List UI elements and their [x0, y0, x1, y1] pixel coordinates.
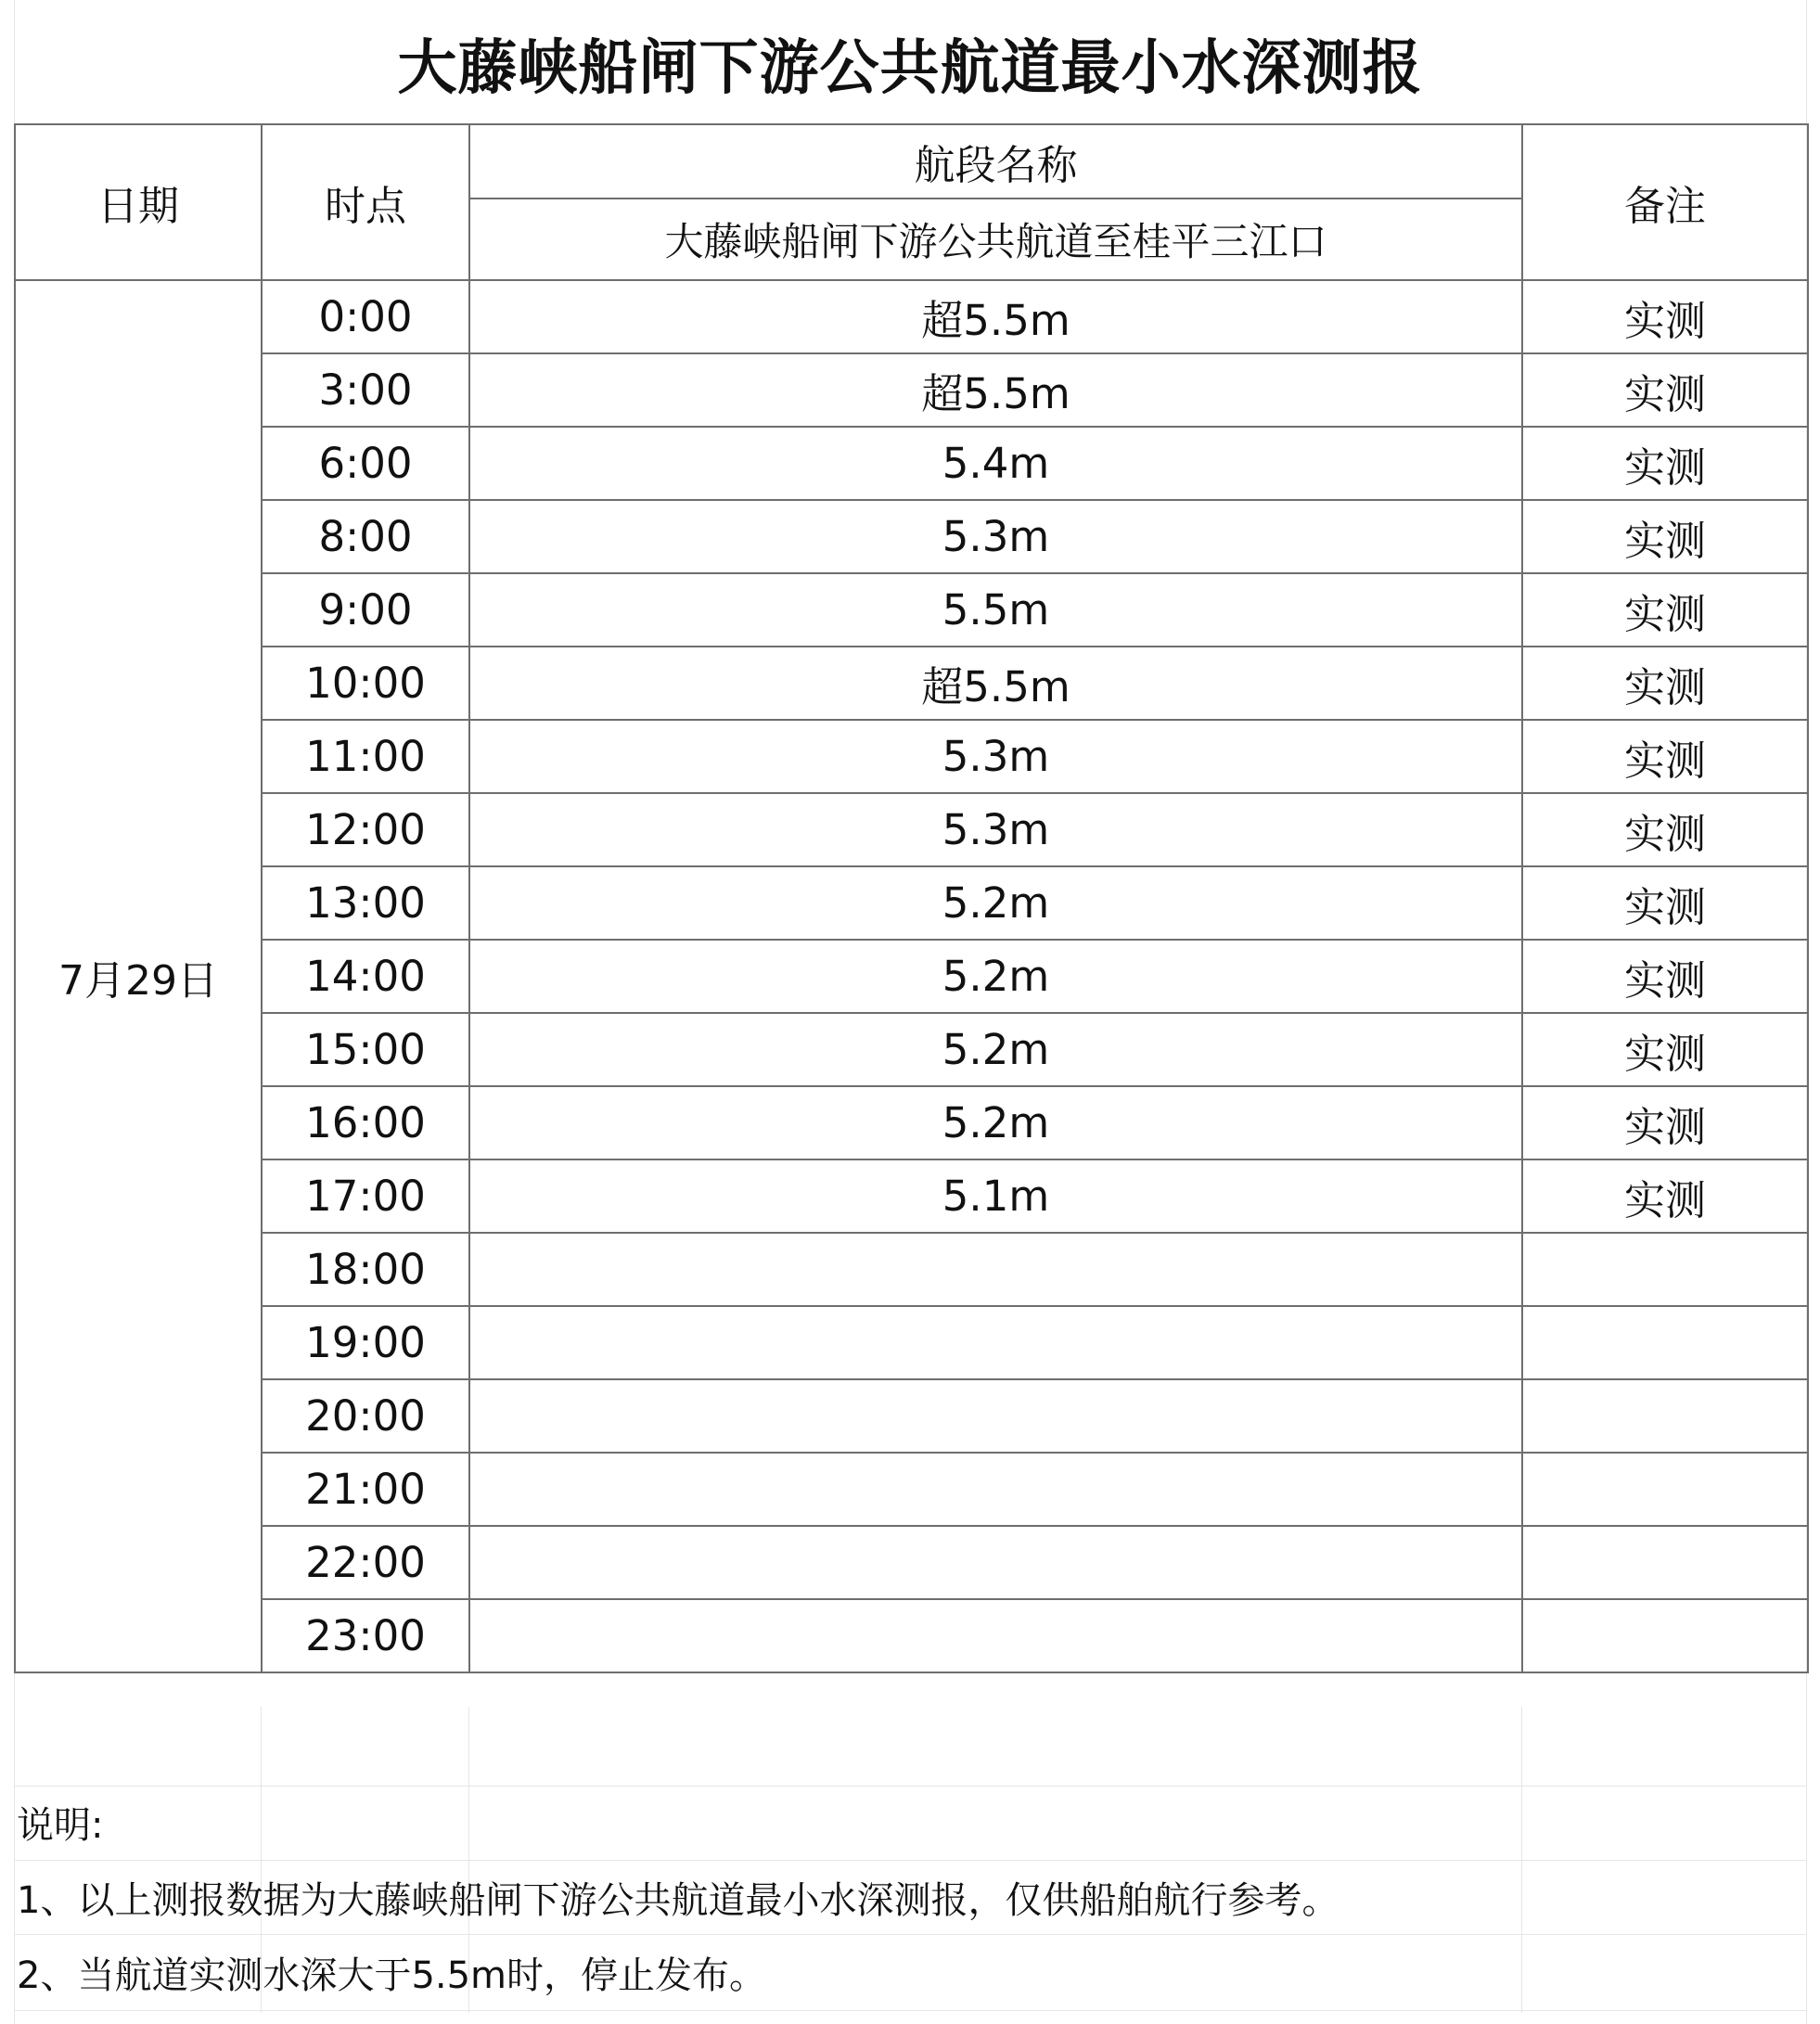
grid-line — [14, 1934, 1806, 1935]
time-cell: 20:00 — [262, 1379, 469, 1453]
time-cell: 11:00 — [262, 720, 469, 793]
time-cell: 6:00 — [262, 427, 469, 500]
depth-cell: 5.4m — [469, 427, 1522, 500]
depth-cell: 超5.5m — [469, 353, 1522, 427]
remark-cell: 实测 — [1522, 1086, 1808, 1159]
depth-cell: 超5.5m — [469, 647, 1522, 720]
depth-cell — [469, 1453, 1522, 1526]
remark-cell: 实测 — [1522, 500, 1808, 573]
table-row — [15, 940, 1808, 1013]
date-cell: 7月29日 — [15, 280, 262, 1672]
depth-cell: 5.2m — [469, 1013, 1522, 1086]
depth-cell — [469, 1599, 1522, 1672]
depth-cell: 5.2m — [469, 866, 1522, 940]
remark-cell — [1522, 1233, 1808, 1306]
remark-cell: 实测 — [1522, 793, 1808, 866]
header-date: 日期 — [15, 124, 262, 280]
depth-cell: 超5.5m — [469, 280, 1522, 353]
depth-cell: 5.5m — [469, 573, 1522, 647]
grid-line — [14, 1860, 1806, 1861]
remark-cell: 实测 — [1522, 720, 1808, 793]
table-row — [15, 1599, 1808, 1672]
table-row — [15, 1526, 1808, 1599]
time-cell: 0:00 — [262, 280, 469, 353]
header-time: 时点 — [262, 124, 469, 280]
table-row — [15, 1306, 1808, 1379]
time-cell: 23:00 — [262, 1599, 469, 1672]
remark-cell — [1522, 1379, 1808, 1453]
time-cell: 8:00 — [262, 500, 469, 573]
time-cell: 22:00 — [262, 1526, 469, 1599]
table-row — [15, 1453, 1808, 1526]
table-row — [15, 500, 1808, 573]
time-cell: 14:00 — [262, 940, 469, 1013]
remark-cell: 实测 — [1522, 647, 1808, 720]
remark-cell: 实测 — [1522, 427, 1808, 500]
table-row — [15, 1379, 1808, 1453]
table-row — [15, 573, 1808, 647]
depth-cell: 5.1m — [469, 1159, 1522, 1233]
time-cell: 10:00 — [262, 647, 469, 720]
header-segment-group: 航段名称 — [469, 124, 1522, 199]
table-row — [15, 1086, 1808, 1159]
remark-cell: 实测 — [1522, 573, 1808, 647]
remark-cell — [1522, 1599, 1808, 1672]
grid-line — [14, 2010, 1806, 2011]
time-cell: 21:00 — [262, 1453, 469, 1526]
remark-cell — [1522, 1526, 1808, 1599]
remark-cell: 实测 — [1522, 940, 1808, 1013]
depth-cell — [469, 1379, 1522, 1453]
table-row — [15, 793, 1808, 866]
depth-report-table — [14, 123, 1809, 1673]
remark-cell: 实测 — [1522, 866, 1808, 940]
note-item-1: 1、以上测报数据为大藤峡船闸下游公共航道最小水深测报，仅供船舶航行参考。 — [17, 1878, 1339, 1922]
depth-cell — [469, 1233, 1522, 1306]
remark-cell: 实测 — [1522, 280, 1808, 353]
depth-cell — [469, 1526, 1522, 1599]
time-cell: 18:00 — [262, 1233, 469, 1306]
note-item-2: 2、当航道实测水深大于5.5m时，停止发布。 — [17, 1954, 767, 1997]
header-segment: 大藤峡船闸下游公共航道至桂平三江口 — [469, 199, 1522, 280]
depth-cell: 5.3m — [469, 500, 1522, 573]
remark-cell — [1522, 1453, 1808, 1526]
time-cell: 12:00 — [262, 793, 469, 866]
depth-cell: 5.2m — [469, 940, 1522, 1013]
depth-cell: 5.3m — [469, 720, 1522, 793]
remark-cell: 实测 — [1522, 1159, 1808, 1233]
time-cell: 3:00 — [262, 353, 469, 427]
table-row — [15, 866, 1808, 940]
time-cell: 17:00 — [262, 1159, 469, 1233]
time-cell: 13:00 — [262, 866, 469, 940]
table-row — [15, 353, 1808, 427]
table-row — [15, 720, 1808, 793]
time-cell: 15:00 — [262, 1013, 469, 1086]
table-row — [15, 1233, 1808, 1306]
remark-cell — [1522, 1306, 1808, 1379]
table-row — [15, 647, 1808, 720]
time-cell: 9:00 — [262, 573, 469, 647]
time-cell: 16:00 — [262, 1086, 469, 1159]
depth-cell: 5.2m — [469, 1086, 1522, 1159]
depth-cell — [469, 1306, 1522, 1379]
time-cell: 19:00 — [262, 1306, 469, 1379]
grid-line — [14, 1786, 1806, 1787]
header-remark: 备注 — [1522, 124, 1808, 280]
table-row — [15, 280, 1808, 353]
remark-cell: 实测 — [1522, 1013, 1808, 1086]
depth-cell: 5.3m — [469, 793, 1522, 866]
page-title: 大藤峡船闸下游公共航道最小水深测报 — [397, 34, 1423, 103]
notes-heading: 说明: — [17, 1803, 104, 1847]
table-row — [15, 1013, 1808, 1086]
table-row — [15, 427, 1808, 500]
remark-cell: 实测 — [1522, 353, 1808, 427]
table-row — [15, 1159, 1808, 1233]
